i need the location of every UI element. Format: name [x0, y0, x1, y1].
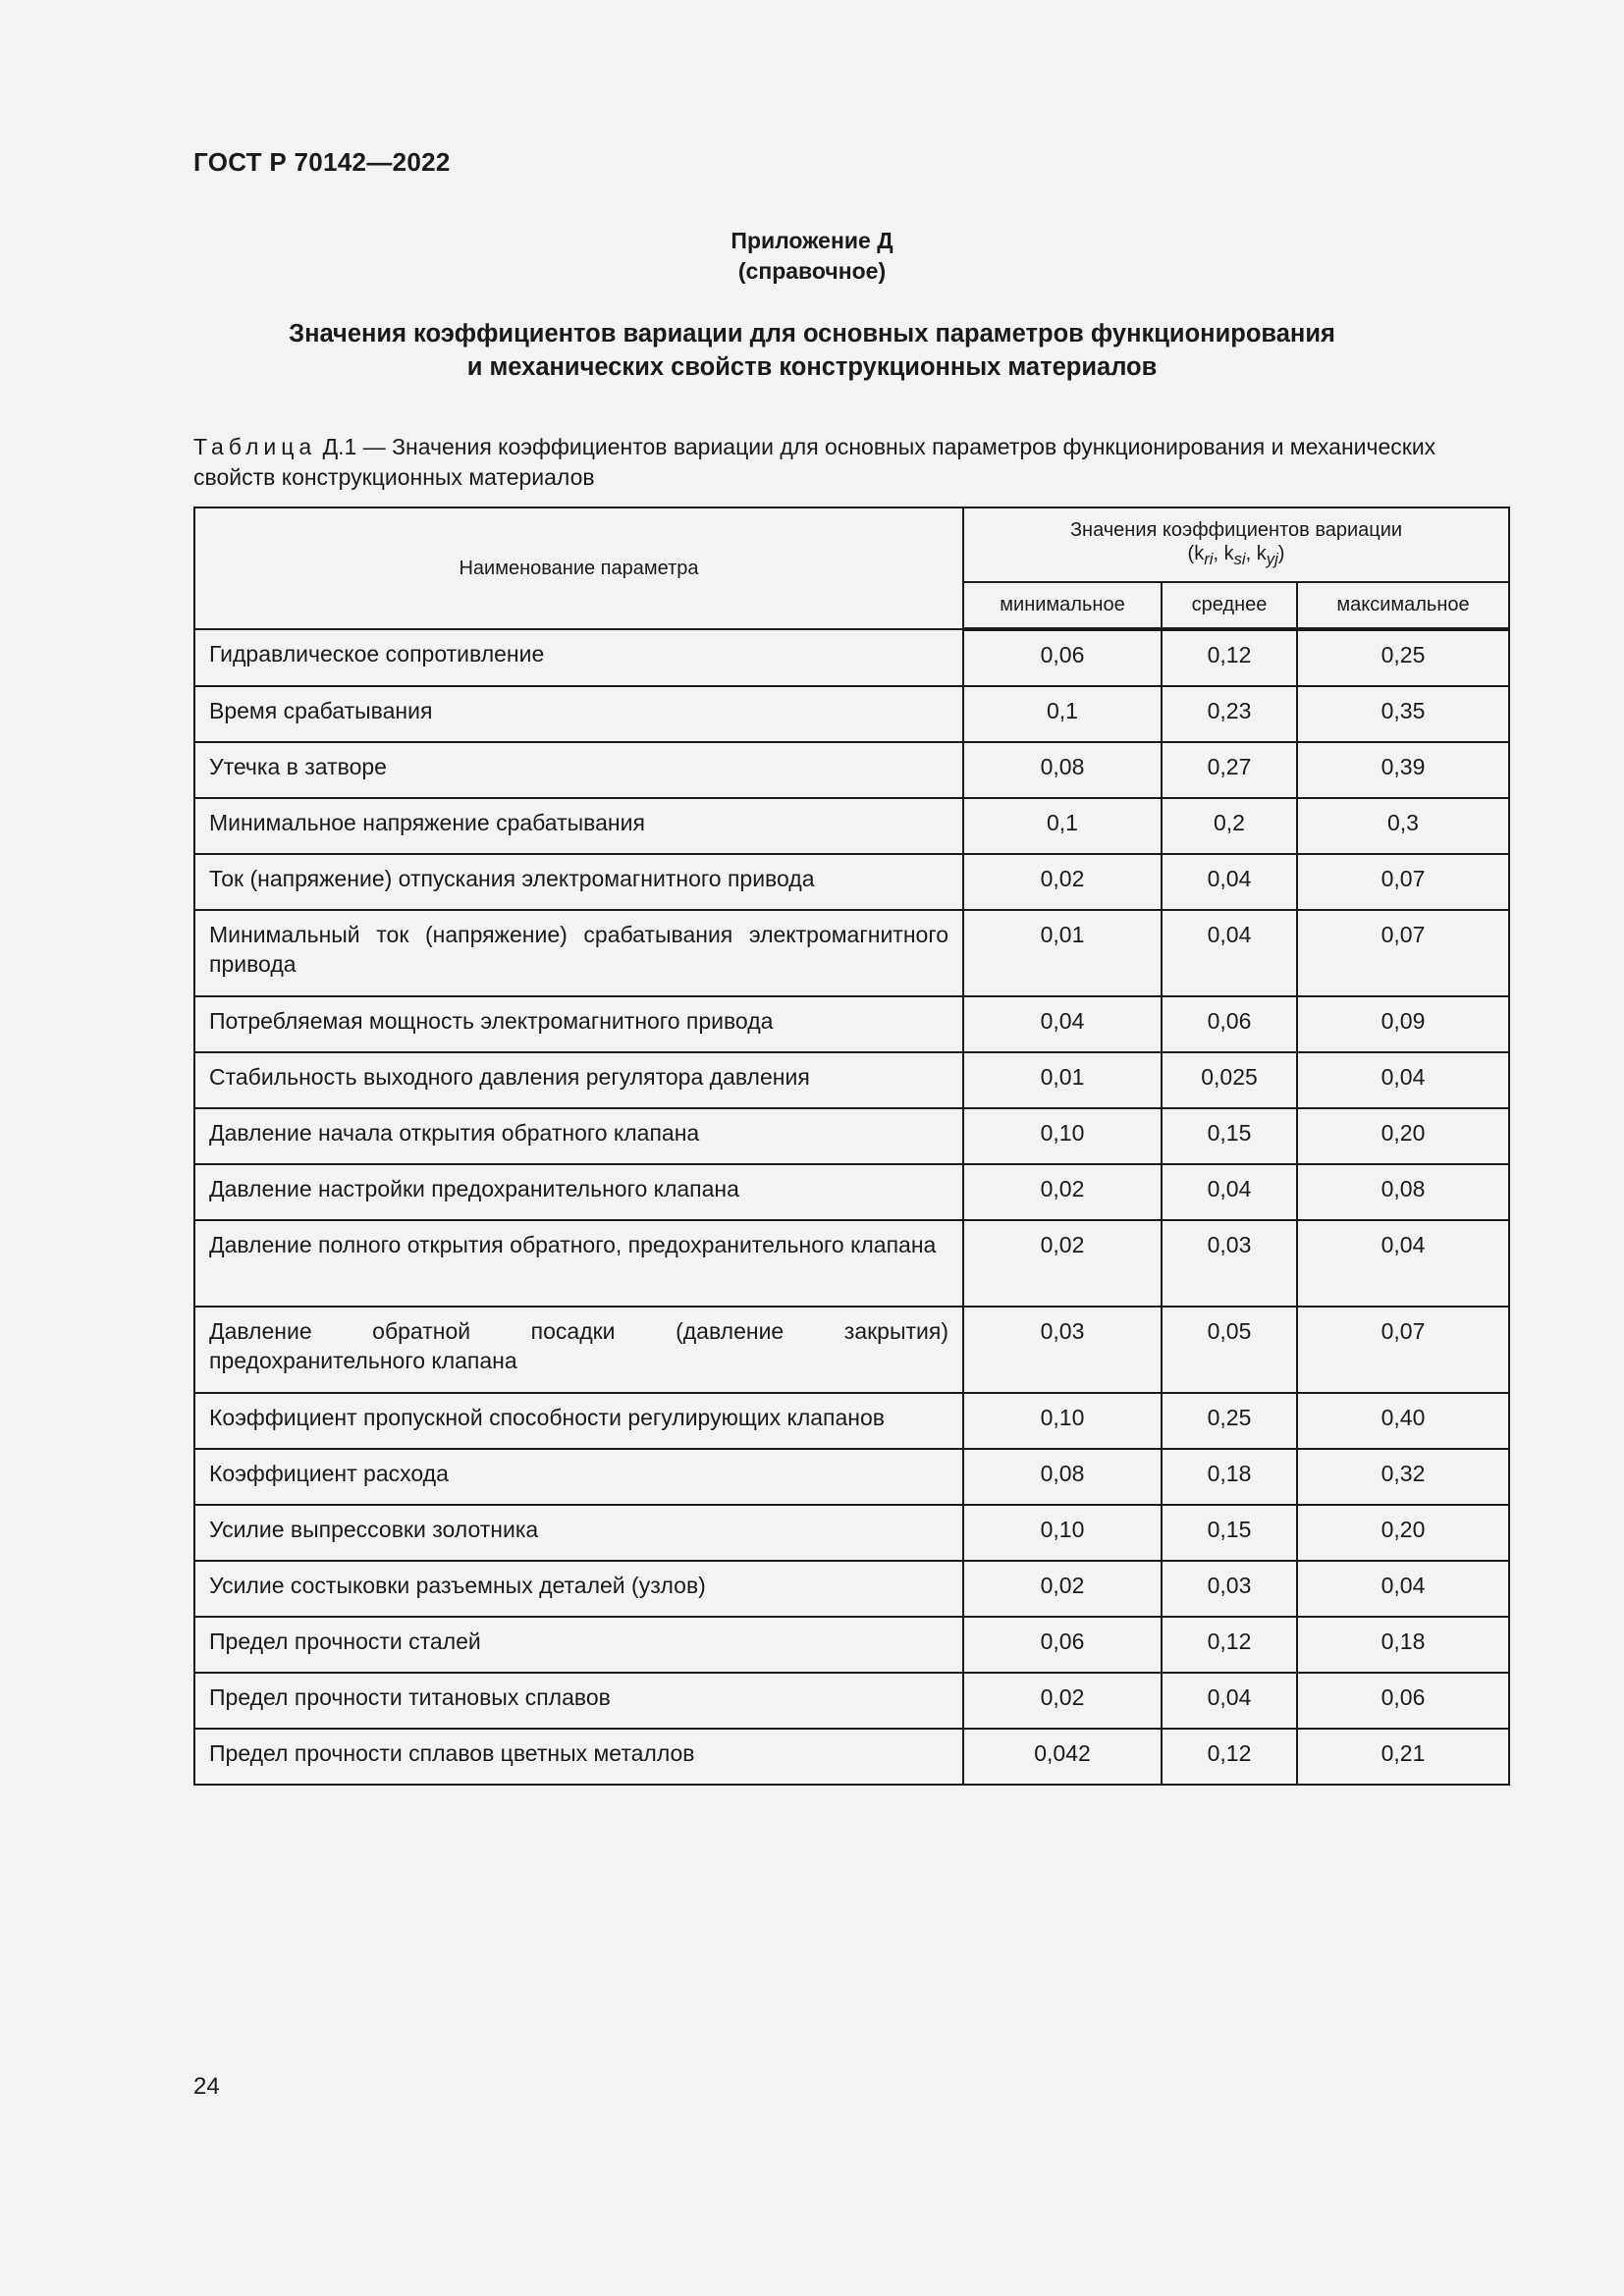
row-name: Время срабатывания: [194, 686, 963, 742]
table-row: [194, 742, 1509, 798]
main-title-line-2: и механических свойств конструкционных материалов: [466, 353, 1158, 381]
row-name: Предел прочности сталей: [194, 1617, 963, 1673]
appendix-title: Приложение Д: [731, 228, 893, 253]
header-max: максимальное: [1297, 582, 1509, 629]
row-min: 0,02: [963, 1673, 1162, 1729]
row-max: 0,39: [1297, 742, 1509, 798]
row-max: 0,40: [1297, 1393, 1509, 1449]
row-avg: 0,2: [1162, 798, 1297, 854]
row-min: 0,06: [963, 629, 1162, 686]
row-name: Коэффициент пропускной способности регулирующих клапанов: [194, 1393, 963, 1449]
row-max: 0,04: [1297, 1561, 1509, 1617]
row-avg: 0,04: [1162, 854, 1297, 910]
row-name: Минимальное напряжение срабатывания: [194, 798, 963, 854]
row-max: 0,32: [1297, 1449, 1509, 1505]
row-max: 0,3: [1297, 798, 1509, 854]
row-min: 0,08: [963, 742, 1162, 798]
row-max: 0,07: [1297, 854, 1509, 910]
table-row: [194, 1307, 1509, 1393]
row-avg: 0,05: [1162, 1307, 1297, 1393]
row-avg: 0,25: [1162, 1393, 1297, 1449]
row-min: 0,02: [963, 1164, 1162, 1220]
table-caption: [193, 432, 1507, 493]
row-min: 0,02: [963, 854, 1162, 910]
row-max: 0,06: [1297, 1673, 1509, 1729]
table-row: [194, 1561, 1509, 1617]
table-row: [194, 1052, 1509, 1108]
row-min: 0,10: [963, 1108, 1162, 1164]
row-name: Ток (напряжение) отпускания электромагнитного привода: [194, 854, 963, 910]
row-min: 0,01: [963, 910, 1162, 996]
row-min: 0,02: [963, 1220, 1162, 1307]
row-max: 0,09: [1297, 996, 1509, 1052]
row-avg: 0,04: [1162, 910, 1297, 996]
table-row: [194, 798, 1509, 854]
row-name: Усилие состыковки разъемных деталей (узлов): [194, 1561, 963, 1617]
row-name: Давление обратной посадки (давление закрытия) предохранительного клапана: [194, 1307, 963, 1393]
row-avg: 0,04: [1162, 1673, 1297, 1729]
row-max: 0,04: [1297, 1052, 1509, 1108]
table-row: [194, 629, 1509, 686]
row-max: 0,07: [1297, 1307, 1509, 1393]
row-avg: 0,025: [1162, 1052, 1297, 1108]
row-min: 0,04: [963, 996, 1162, 1052]
page-number: 24: [193, 2073, 220, 2100]
row-avg: 0,27: [1162, 742, 1297, 798]
table-row: [194, 1673, 1509, 1729]
main-title-line-1: Значения коэффициентов вариации для основных параметров функционирования: [289, 320, 1335, 347]
table-row: [194, 1164, 1509, 1220]
row-avg: 0,12: [1162, 1617, 1297, 1673]
row-name: Давление начала открытия обратного клапана: [194, 1108, 963, 1164]
coefficients-table: [193, 507, 1510, 1786]
table-row: [194, 1617, 1509, 1673]
row-avg: 0,04: [1162, 1164, 1297, 1220]
row-name: Минимальный ток (напряжение) срабатывания электромагнитного привода: [194, 910, 963, 996]
header-values-symbols: ($k_{ri}$, $k_{si}$, $k_{yj}$): [1187, 543, 1285, 568]
row-max: 0,07: [1297, 910, 1509, 996]
row-name: Предел прочности сплавов цветных металлов: [194, 1729, 963, 1785]
header-avg: среднее: [1162, 582, 1297, 629]
row-min: 0,08: [963, 1449, 1162, 1505]
table-row: [194, 1449, 1509, 1505]
table-row: [194, 1220, 1509, 1307]
row-avg: 0,03: [1162, 1220, 1297, 1307]
header-min: минимальное: [963, 582, 1162, 629]
table-row: [194, 996, 1509, 1052]
row-max: 0,08: [1297, 1164, 1509, 1220]
table-row: [194, 1505, 1509, 1561]
row-avg: 0,12: [1162, 629, 1297, 686]
table-row: [194, 686, 1509, 742]
row-name: Давление полного открытия обратного, предохранительного клапана: [194, 1220, 963, 1307]
row-name: Утечка в затворе: [194, 742, 963, 798]
row-min: 0,01: [963, 1052, 1162, 1108]
row-avg: 0,12: [1162, 1729, 1297, 1785]
row-min: 0,042: [963, 1729, 1162, 1785]
row-min: 0,02: [963, 1561, 1162, 1617]
row-name: Давление настройки предохранительного клапана: [194, 1164, 963, 1220]
table-caption-text: — Значения коэффициентов вариации для основных параметров функционирования и механических свойств конструкционных материалов: [193, 434, 1436, 490]
row-avg: 0,06: [1162, 996, 1297, 1052]
row-name: Коэффициент расхода: [194, 1449, 963, 1505]
table-caption-number: Д.1: [322, 434, 357, 459]
row-max: 0,35: [1297, 686, 1509, 742]
row-min: 0,1: [963, 686, 1162, 742]
row-name: Гидравлическое сопротивление: [194, 629, 963, 686]
row-name: Усилие выпрессовки золотника: [194, 1505, 963, 1561]
row-name: Предел прочности титановых сплавов: [194, 1673, 963, 1729]
table-row: [194, 1108, 1509, 1164]
header-values: [963, 507, 1509, 582]
row-max: 0,18: [1297, 1617, 1509, 1673]
row-min: 0,10: [963, 1393, 1162, 1449]
row-name: Потребляемая мощность электромагнитного привода: [194, 996, 963, 1052]
row-max: 0,21: [1297, 1729, 1509, 1785]
table-caption-label: Таблица: [193, 434, 317, 459]
row-max: 0,25: [1297, 629, 1509, 686]
main-title: [0, 317, 1624, 384]
row-avg: 0,18: [1162, 1449, 1297, 1505]
appendix-heading: [0, 226, 1624, 287]
row-min: 0,06: [963, 1617, 1162, 1673]
row-avg: 0,15: [1162, 1505, 1297, 1561]
row-avg: 0,23: [1162, 686, 1297, 742]
header-values-title: Значения коэффициентов вариации: [1069, 519, 1403, 541]
row-name: Стабильность выходного давления регулятора давления: [194, 1052, 963, 1108]
row-min: 0,10: [963, 1505, 1162, 1561]
table-row: [194, 910, 1509, 996]
row-max: 0,04: [1297, 1220, 1509, 1307]
header-parameter-name: Наименование параметра: [194, 507, 963, 629]
row-avg: 0,15: [1162, 1108, 1297, 1164]
table-row: [194, 1729, 1509, 1785]
appendix-subtitle: (справочное): [737, 258, 887, 284]
table-row: [194, 854, 1509, 910]
row-max: 0,20: [1297, 1505, 1509, 1561]
row-max: 0,20: [1297, 1108, 1509, 1164]
row-min: 0,1: [963, 798, 1162, 854]
row-avg: 0,03: [1162, 1561, 1297, 1617]
table-row: [194, 1393, 1509, 1449]
row-min: 0,03: [963, 1307, 1162, 1393]
document-code: ГОСТ Р 70142—2022: [193, 147, 451, 177]
